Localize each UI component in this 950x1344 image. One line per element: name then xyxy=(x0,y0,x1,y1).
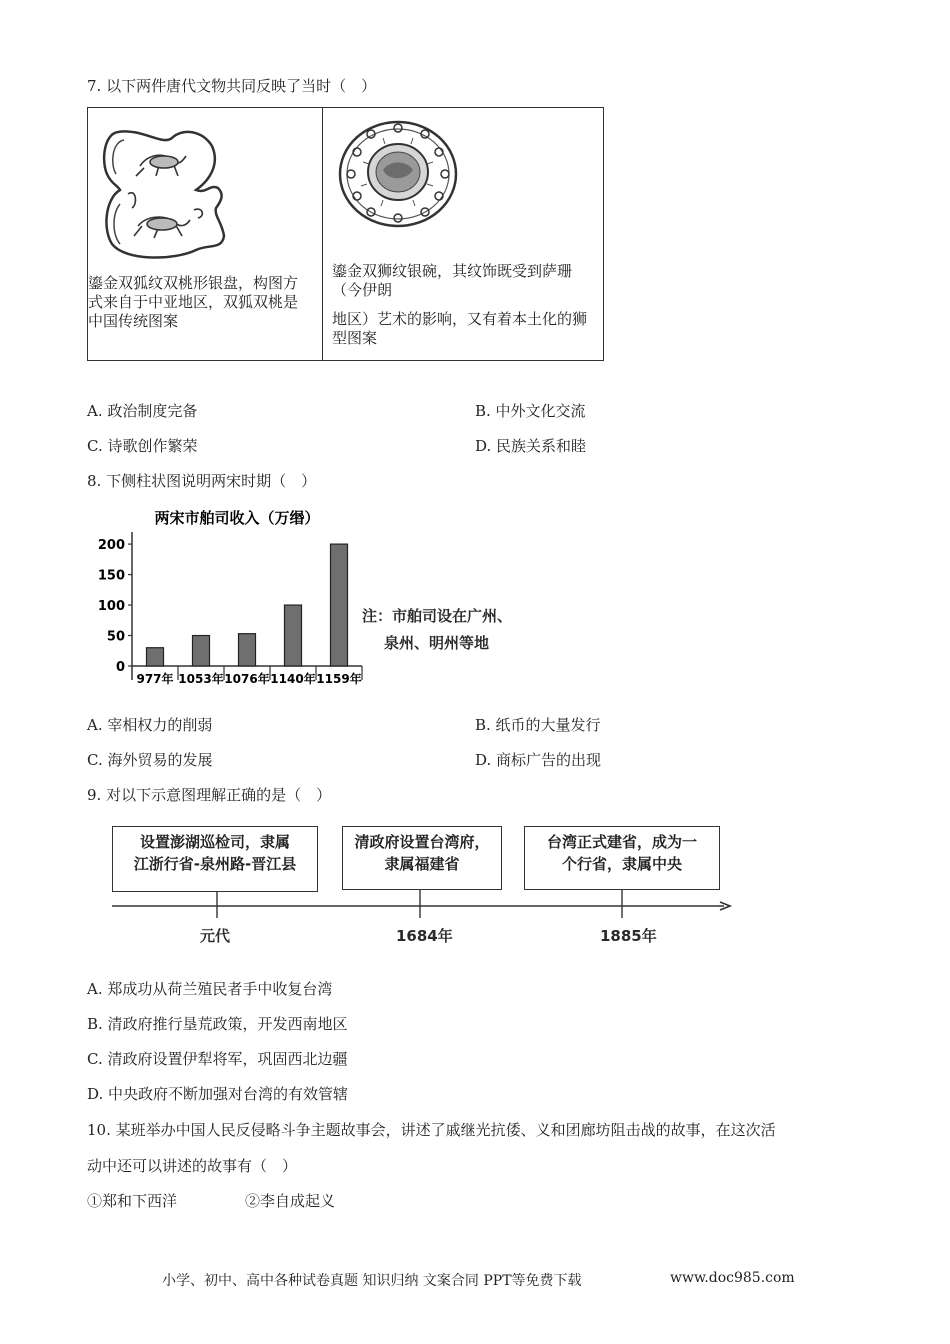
y-tick-label: 200 xyxy=(97,538,125,554)
chart-bars xyxy=(147,544,348,666)
q8-option-b[interactable]: B. 纸币的大量发行 xyxy=(475,716,601,734)
q7-stem: 7. 以下两件唐代文物共同反映了当时（ ） xyxy=(87,77,377,95)
q7-option-a[interactable]: A. 政治制度完备 xyxy=(87,402,198,420)
x-tick-label: 1076年 xyxy=(224,672,270,686)
q9-option-d[interactable]: D. 中央政府不断加强对台湾的有效管辖 xyxy=(87,1085,349,1103)
q8-stem: 8. 下侧柱状图说明两宋时期（ ） xyxy=(87,472,317,490)
q7-right-cell xyxy=(323,108,604,361)
q7-right-caption-2: 地区）艺术的影响，又有着本土化的狮型图案 xyxy=(332,310,588,347)
q7-option-c[interactable]: C. 诗歌创作繁荣 xyxy=(87,437,198,455)
timeline-label-1684: 1684年 xyxy=(396,927,453,945)
y-tick-label: 150 xyxy=(97,568,125,584)
timeline-box-1684-line-2: 隶属福建省 xyxy=(384,855,460,873)
timeline-box-yuan-line-1: 设置澎湖巡检司，隶属 xyxy=(139,833,290,851)
timeline-box-1684-line-1: 清政府设置台湾府， xyxy=(354,833,490,851)
timeline-label-1885: 1885年 xyxy=(600,927,657,945)
bar-977年 xyxy=(147,648,164,666)
q8-option-c[interactable]: C. 海外贸易的发展 xyxy=(87,751,213,769)
bar-1159年 xyxy=(331,544,348,666)
chart-note-line-1: 注：市舶司设在广州、 xyxy=(362,607,513,625)
q7-option-b[interactable]: B. 中外文化交流 xyxy=(475,402,586,420)
timeline-box-1885-line-1: 台湾正式建省，成为一 xyxy=(546,833,697,851)
x-tick-label: 1140年 xyxy=(270,672,316,686)
q9-stem: 9. 对以下示意图理解正确的是（ ） xyxy=(87,786,332,804)
silver-bowl-lion-image xyxy=(337,118,459,230)
chart-note-line-2: 泉州、明州等地 xyxy=(384,634,490,652)
q10-stem-line-2: 动中还可以讲述的故事有（ ） xyxy=(87,1157,298,1175)
x-tick-label: 1053年 xyxy=(178,672,224,686)
q10-item-2[interactable]: ②李自成起义 xyxy=(245,1192,336,1210)
q7-left-cell xyxy=(88,108,323,361)
timeline-box-yuan-line-2: 江浙行省-泉州路-晋江县 xyxy=(133,855,297,873)
footer-text: 小学、初中、高中各种试卷真题 知识归纳 文案合同 PPT等免费下载 xyxy=(162,1273,582,1289)
q10-item-1[interactable]: ①郑和下西洋 xyxy=(87,1192,178,1210)
bar-1053年 xyxy=(193,636,210,666)
timeline-box-1885 xyxy=(524,826,720,890)
q8-option-a[interactable]: A. 宰相权力的削弱 xyxy=(87,716,213,734)
timeline-label-yuan: 元代 xyxy=(200,927,231,945)
x-tick-label: 977年 xyxy=(136,672,174,686)
q10-stem-line-1: 10. 某班举办中国人民反侵略斗争主题故事会，讲述了戚继光抗倭、义和团廊坊阻击战的故事，在这次活 xyxy=(87,1121,776,1139)
q9-option-b[interactable]: B. 清政府推行垦荒政策，开发西南地区 xyxy=(87,1015,348,1033)
q7-artifact-table xyxy=(87,107,604,361)
timeline-box-1684 xyxy=(342,826,502,890)
x-tick-label: 1159年 xyxy=(316,672,362,686)
bar-1076年 xyxy=(239,634,256,666)
footer-url[interactable]: www.doc985.com xyxy=(670,1270,795,1286)
timeline-box-1885-line-2: 个行省，隶属中央 xyxy=(561,855,682,873)
bar-chart xyxy=(90,500,390,694)
y-tick-label: 0 xyxy=(115,660,125,675)
timeline-box-yuan xyxy=(112,826,318,892)
chart-title: 两宋市舶司收入（万缗） xyxy=(154,509,320,527)
q9-option-c[interactable]: C. 清政府设置伊犁将军，巩固西北边疆 xyxy=(87,1050,348,1068)
q8-option-d[interactable]: D. 商标广告的出现 xyxy=(475,751,602,769)
q7-option-d[interactable]: D. 民族关系和睦 xyxy=(475,437,587,455)
q7-left-caption: 鎏金双狐纹双桃形银盘，构图方式来自于中亚地区，双狐双桃是中国传统图案 xyxy=(88,274,299,330)
silver-plate-fox-image xyxy=(98,124,228,264)
y-tick-label: 100 xyxy=(97,599,125,615)
chart-axes xyxy=(98,532,362,686)
bar-1140年 xyxy=(285,605,302,666)
q9-option-a[interactable]: A. 郑成功从荷兰殖民者手中收复台湾 xyxy=(87,980,333,998)
y-tick-label: 50 xyxy=(106,629,125,645)
q7-right-caption-1: 鎏金双狮纹银碗，其纹饰既受到萨珊（今伊朗 xyxy=(332,262,573,299)
